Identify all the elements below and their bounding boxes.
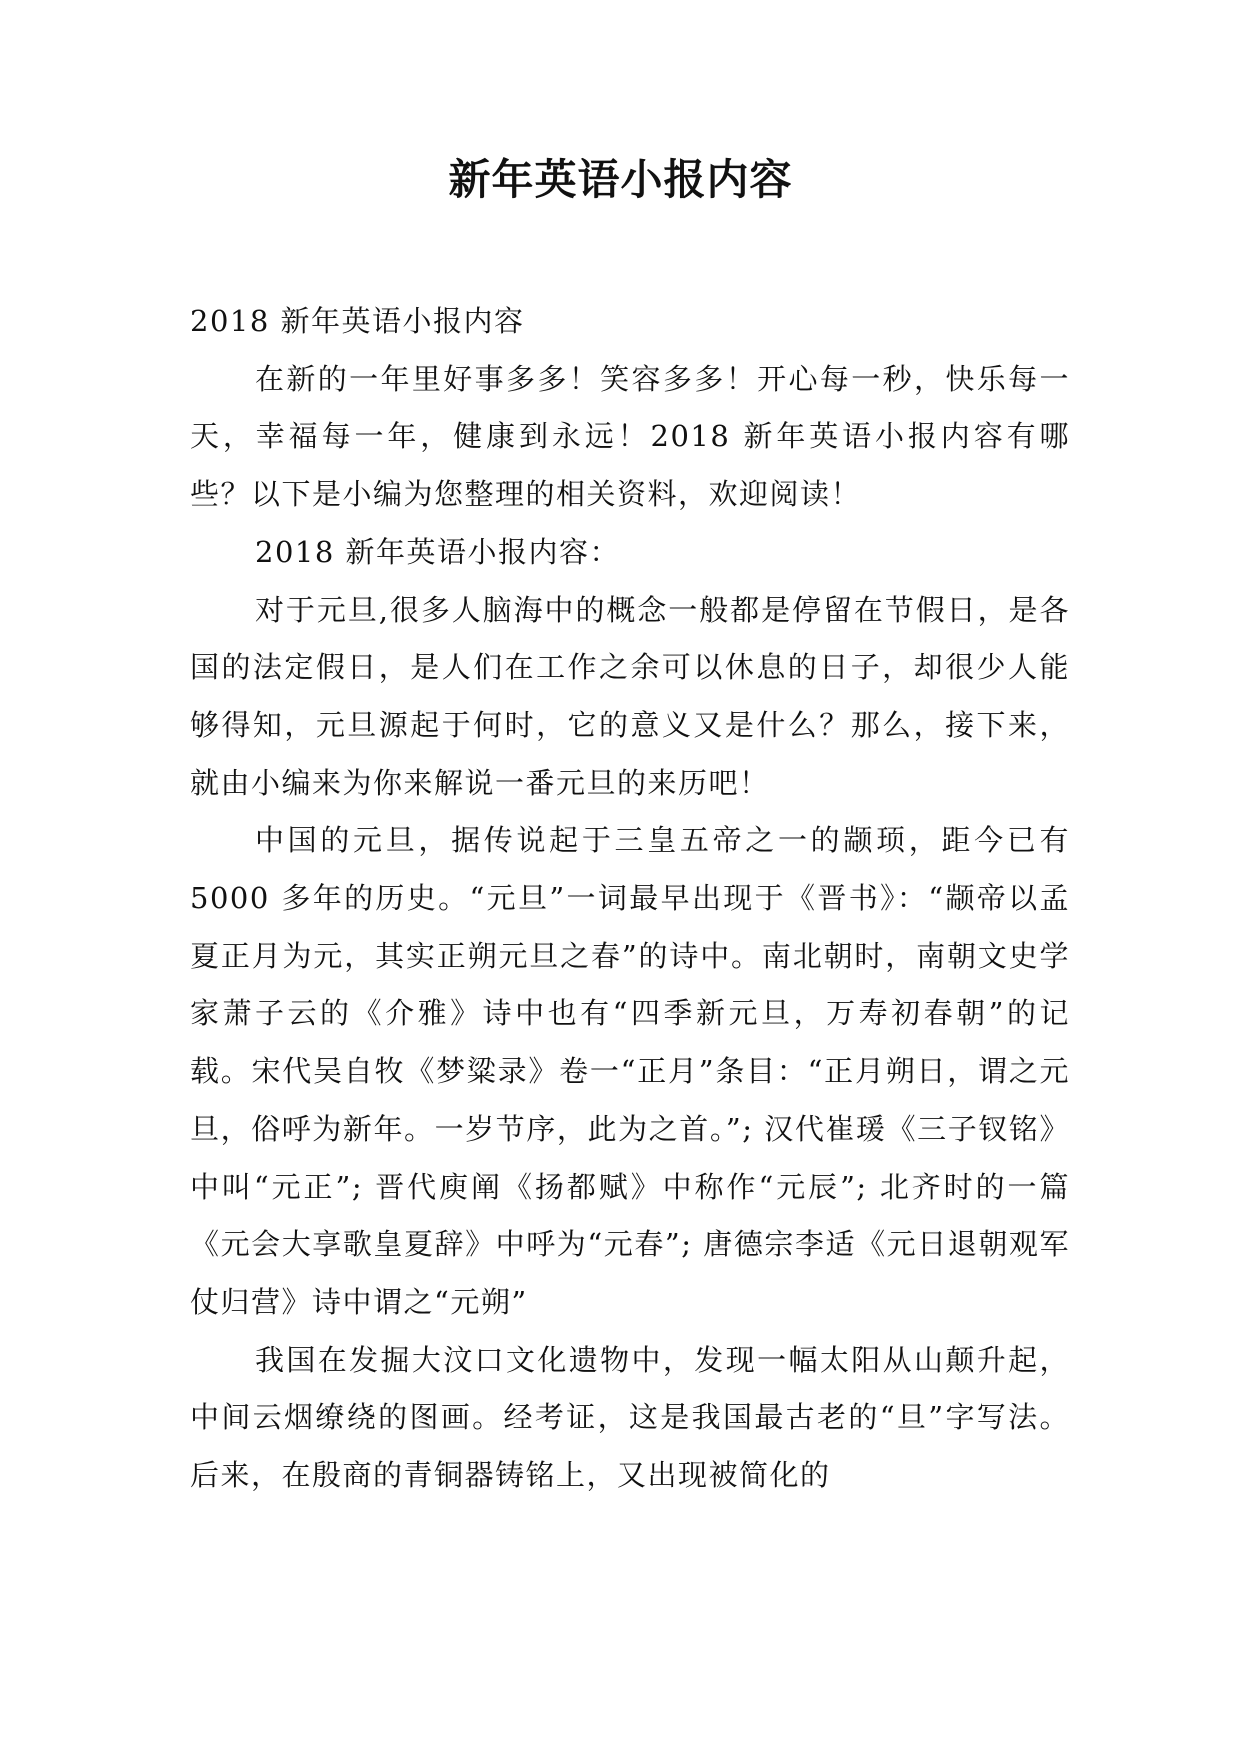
- paragraph-greeting: 在新的一年里好事多多！笑容多多！开心每一秒，快乐每一天，幸福每一年，健康到永远！2018 新年英语小报内容有哪些？以下是小编为您整理的相关资料，欢迎阅读！: [190, 361, 1070, 512]
- document-body: [190, 293, 1070, 1505]
- paragraph-section-heading: 2018 新年英语小报内容：: [255, 534, 621, 569]
- paragraph-history: 中国的元旦，据传说起于三皇五帝之一的颛顼，距今已有 5000 多年的历史。“元旦”一词最早出现于《晋书》：“颛帝以孟夏正月为元，其实正朔元旦之春”的诗中。南北朝时，南朝文史学家萧子云的《介雅》诗中也有“四季新元旦，万寿初春朝”的记载。宋代吴自牧《梦粱录》卷一“正月”条目：“正月朔日，谓之元旦，俗呼为新年。一岁节序，此为之首。”; 汉代崔瑗《三子钗铭》中叫“元正”; 晋代庾阐《扬都赋》中称作“元辰”; 北齐时的一篇《元会大享歌皇夏辞》中呼为“元春”; 唐德宗李适《元日退朝观军仗归营》诗中谓之“元朔”: [190, 823, 1070, 1319]
- document-title: 新年英语小报内容: [448, 155, 793, 204]
- paragraph-intro: 对于元旦,很多人脑海中的概念一般都是停留在节假日，是各国的法定假日，是人们在工作之余可以休息的日子，却很少人能够得知，元旦源起于何时，它的意义又是什么？那么，接下来，就由小编来为你来解说一番元旦的来历吧！: [190, 592, 1070, 800]
- paragraph-archaeology: 我国在发掘大汶口文化遗物中，发现一幅太阳从山颠升起，中间云烟缭绕的图画。经考证，这是我国最古老的“旦”字写法。后来，在殷商的青铜器铸铭上，又出现被简化的: [190, 1342, 1070, 1493]
- paragraph-subtitle: 2018 新年英语小报内容: [190, 304, 525, 338]
